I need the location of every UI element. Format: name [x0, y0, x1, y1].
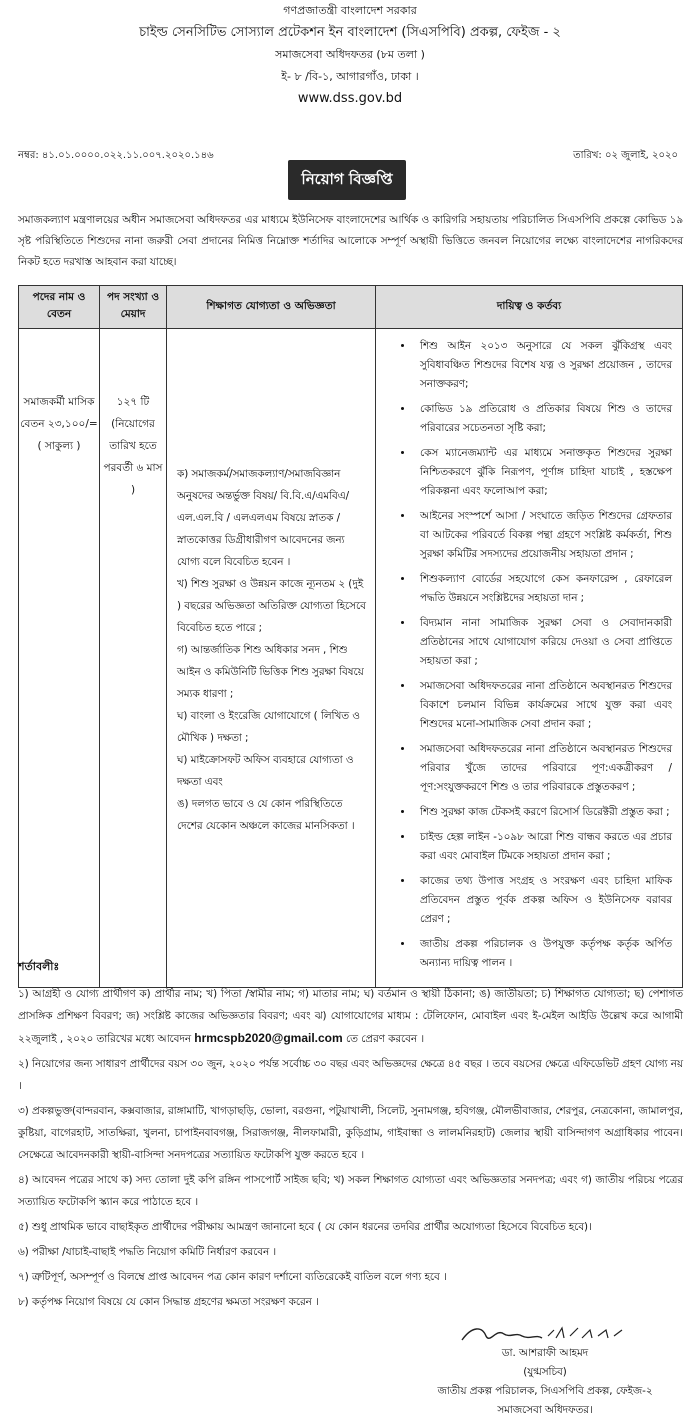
duty-item: • বিদ্যমান নানা সামাজিক সুরক্ষা সেবা ও সেবাদানকারী প্রতিষ্ঠানের সাথে যোগাযোগ করিয়ে দেওয়া ও সেবা প্রাপ্তিতে সহায়তা করা ; [414, 614, 672, 671]
notice-date: তারিখ: ০২ জুলাই, ২০২০ [573, 150, 678, 161]
handwritten-signature [452, 1322, 692, 1346]
header-qualification: শিক্ষাগত যোগ্যতা ও অভিজ্ঞতা [167, 286, 376, 329]
post-count-duration: ১২৭ টি (নিয়োগের তারিখ হতে পরবর্তী ৬ মাস ) [100, 329, 167, 988]
duty-item: • কেস ম্যানেজম্যান্ট এর মাধ্যমে সনাক্তকৃত শিশুদের সুরক্ষা নিশ্চিতকরণে ঝুঁকি নিরূপণ, পূর্ণাঙ্গ চাহিদা যাচাই , হস্তক্ষেপ পরিকল্পনা এবং ফলোআপ করা; [414, 444, 672, 501]
term-1-tail: তে প্রেরণ করবেন । [345, 1033, 425, 1045]
term-item: ৭) ত্রুটিপূর্ণ, অসম্পূর্ণ ও বিলম্বে প্রাপ্ত আবেদন পত্র কোন কারণ দর্শানো ব্যতিরেকেই বাতিল বলে গণ্য হবে । [18, 1271, 447, 1283]
duty-item: • সমাজসেবা অধিদফতরের নানা প্রতিষ্ঠানে অবস্থানরত শিশুদের পরিবার খুঁজে তাদের পরিবারে পূণ:একত্রীকরণ / পূণ:সংযুক্তকরণে শিশু ও তার পরিবারকে প্রস্তুতকরণ ; [414, 740, 672, 797]
memo-number: নম্বর: ৪১.০১.০০০০.০২২.১১.০০৭.২০২০.১৪৬ [18, 150, 214, 161]
govt-title: গণপ্রজাতন্ত্রী বাংলাদেশ সরকার [283, 4, 417, 17]
qualification-item: ক) সমাজকর্ম/সমাজকল্যাণ/সমাজবিজ্ঞান অনুষদের অন্তর্ভুক্ত বিষয়/ বি.বি.এ/এমবিএ/এল.এল.বি / এলএলএম বিষয়ে স্নাতক /স্নাতকোত্তর ডিগ্রীধারীগণ আবেদনের জন্য যোগ্য বলে বিবেচিত হবেন । [177, 468, 350, 568]
signer-office: সমাজসেবা অধিদফতর। [497, 1404, 593, 1416]
letterhead [0, 0, 700, 110]
terms-section [18, 958, 683, 1316]
header-post: পদের নাম ও বেতন [19, 286, 100, 329]
duty-item: • আইনের সংস্পর্শে আসা / সংঘাতে জড়িত শিশুদের গ্রেফতার বা আটকের পরিবর্তে বিকল্প পন্থা গ্রহণে সংশ্লিষ্ট কর্মকর্তা, শিশু সুরক্ষা কমিটির সদস্যদের প্রয়োজনীয় সহায়তা প্রদান ; [414, 507, 672, 564]
qualification-item: ঙ) দলগত ভাবে ও যে কোন পরিস্থিতিতে দেশের যেকোন অঞ্চলে কাজের মানসিকতা । [177, 798, 355, 832]
post-and-salary: সমাজকর্মী মাসিক বেতন ২৩,১০০/= ( সাকুল্য ) [19, 329, 100, 988]
website-link[interactable]: www.dss.gov.bd [297, 91, 403, 106]
office-floor: সমাজসেবা অধিদফতর (৮ম তলা ) [275, 48, 425, 61]
qualification-cell [167, 329, 376, 988]
term-item: ৫) শুধু প্রাথমিক ভাবে বাছাইকৃত প্রার্থীদের পরীক্ষায় আমন্ত্রণ জানানো হবে ( যে কোন ধরনের তদবির প্রার্থীর অযোগ্যতা হিসেবে বিবেচিত হবে)। [18, 1221, 592, 1233]
term-1-text: ১) আগ্রহী ও যোগ্য প্রার্থীগণ ক) প্রার্থীর নাম; খ) পিতা /স্বামীর নাম; গ) মাতার নাম; ঘ) বর্তমান ও স্থায়ী ঠিকানা; ঙ) জাতীয়তা; চ) শিক্ষাগত যোগ্যতা; ছ) পেশাগত প্রাসঙ্গিক প্রশিক্ষণ বিবরণ; জ) সংশ্লিষ্ট কাজের অভিজ্ঞতার বিবরণ; এবং ঝ) যোগাযোগের মাধ্যম : টেলিফোন, মোবাইল এবং ই-মেইল আইডি উল্লেখ করে আগামী ২২জুলাই , ২০২০ তারিখের মধ্যে আবেদন [18, 988, 683, 1045]
term-item: ৬) পরীক্ষা /যাচাই-বাছাই পদ্ধতি নিয়োগ কমিটি নির্ধারণ করবেন । [18, 1246, 277, 1258]
qualification-item: গ) আন্তর্জাতিক শিশু অধিকার সনদ , শিশু আইন ও কমিউনিটি ভিত্তিক শিশু সুরক্ষা বিষয়ে সম্যক ধারণা ; [177, 644, 364, 700]
table-header-row [19, 286, 683, 329]
project-title: চাইল্ড সেনসিটিভ সোস্যাল প্রটেকশন ইন বাংলাদেশ (সিএসপিবি) প্রকল্প, ফেইজ - ২ [139, 25, 561, 40]
duty-item: • শিশু সুরক্ষা কাজ টেকসই করণে রিসোর্স ডিরেক্টরী প্রস্তুত করা ; [414, 803, 672, 822]
job-table [18, 285, 683, 988]
signer-designation: (যুগ্মসচিব) [523, 1366, 567, 1378]
duty-item: • শিশু আইন ২০১৩ অনুসারে যে সকল ঝুঁকিগ্রস্থ এবং সুবিধাবঞ্চিত শিশুদের বিশেষ যত্ন ও সুরক্ষা প্রয়োজন , তাদের সনাক্তকরণ; [414, 337, 672, 394]
duty-item: • কোভিড ১৯ প্রতিরোধ ও প্রতিকার বিষয়ে শিশু ও তাদের পরিবারের সচেতনতা সৃষ্টি করা; [414, 400, 672, 438]
qualification-item: ঘ) মাইক্রোসফট অফিস ব্যবহারে যোগ্যতা ও দক্ষতা এবং [177, 754, 354, 788]
term-item: ২) নিয়োগের জন্য সাধারণ প্রার্থীদের বয়স ৩০ জুন, ২০২০ পর্যন্ত সর্বোচ্চ ৩০ বছর এবং অভিজ্ঞদের ক্ষেত্রে ৪৫ বছর । তবে বয়সের ক্ষেত্রে এফিডেভিট গ্রহণ যোগ্য নয় । [18, 1058, 683, 1092]
email-link[interactable]: hrmcspb2020@gmail.com [194, 1031, 343, 1045]
duty-item: • কাজের তথ্য উপাত্ত সংগ্রহ ও সংরক্ষণ এবং চাহিদা মাফিক প্রতিবেদন প্রস্তুত পূর্বক প্রকল্প অফিস ও ইউনিসেফ বরাবর প্রেরণ ; [414, 872, 672, 929]
duty-item: • জাতীয় প্রকল্প পরিচালক ও উপযুক্ত কর্তৃপক্ষ কর্তৃক অর্পিত অন্যান্য দায়িত্ব পালন । [414, 935, 672, 973]
signatory-block [395, 1344, 695, 1420]
term-item: ৪) আবেদন পত্রের সাথে ক) সদ্য তোলা দুই কপি রঙ্গিন পাসপোর্ট সাইজ ছবি; খ) সকল শিক্ষাগত যোগ্যতা এবং অভিজ্ঞতার সনদপত্র; এবং গ) জাতীয় পরিচয় পত্রের সত্যায়িত ফটোকপি স্ক্যান করে পাঠাতে হবে । [18, 1174, 683, 1208]
signer-role: জাতীয় প্রকল্প পরিচালক, সিএসপিবি প্রকল্প, ফেইজ-২ [437, 1385, 653, 1397]
notice-title: নিয়োগ বিজ্ঞপ্তি [288, 160, 406, 200]
header-duties: দায়িত্ব ও কর্তব্য [376, 286, 683, 329]
duties-list [400, 337, 672, 973]
term-item: ৮) কর্তৃপক্ষ নিয়োগ বিষয়ে যে কোন সিদ্ধান্ত গ্রহণের ক্ষমতা সংরক্ষণ করেন । [18, 1296, 319, 1308]
header-count: পদ সংখ্যা ও মেয়াদ [100, 286, 167, 329]
table-row [19, 329, 683, 988]
qualification-item: ঘ) বাংলা ও ইংরেজি যোগাযোগে ( লিখিত ও মৌখিক ) দক্ষতা ; [177, 710, 360, 744]
terms-title: শর্তাবলীঃ [18, 960, 60, 973]
signer-name: ডা. আশরাফী আহমদ [501, 1347, 589, 1359]
office-address: ই- ৮ /বি-১, আগারগাঁও, ঢাকা । [281, 70, 419, 83]
duty-item: • শিশুকল্যাণ বোর্ডের সহযোগে কেস কনফারেন্স , রেফারেল পদ্ধতি উন্নয়নে সংশ্লিষ্টদের সহায়তা দান ; [414, 570, 672, 608]
duty-item: • সমাজসেবা অধিদফতরের নানা প্রতিষ্ঠানে অবস্থানরত শিশুদের বিকাশে চলমান বিভিন্ন কার্যক্রমের সাথে যুক্ত করা এবং শিশুদের মনো-সামাজিক সেবা প্রদান করা ; [414, 677, 672, 734]
duty-item: • চাইল্ড হেল্প লাইন -১০৯৮ আরো শিশু বান্ধব করতে এর প্রচার করা এবং মোবাইল টিমকে সহায়তা প্রদান করা ; [414, 828, 672, 866]
duties-cell [376, 329, 683, 988]
qualification-item: খ) শিশু সুরক্ষা ও উন্নয়ন কাজে ন্যূনতম ২ (দুই ) বছরের অভিজ্ঞতা অতিরিক্ত যোগ্যতা হিসেবে বিবেচিত হতে পারে ; [177, 578, 366, 634]
term-item: ৩) প্রকল্পভুক্ত(বান্দরবান, কক্সবাজার, রাঙ্গামাটি, খাগড়াছড়ি, ভোলা, বরগুনা, পটুয়াখালী, সিলেট, সুনামগঞ্জ, হবিগঞ্জ, মৌলভীবাজার, শেরপুর, নেত্রকোনা, জামালপুর, কুষ্টিয়া, বাগেরহাট, সাতক্ষিরা, খুলনা, চাপাইনবাবগঞ্জ, সিরাজগঞ্জ, নীলফামারী, কুড়িগ্রাম, গাইবান্ধা ও লালমনিরহাট) জেলার স্থায়ী বাসিন্দাগণ অগ্রাধিকার পাবেন। সেক্ষেত্রে আবেদনকারী স্থায়ী-বাসিন্দা সনদপত্রের সত্যায়িত ফটোকপি যুক্ত করতে হবে । [18, 1105, 683, 1161]
intro-paragraph: সমাজকল্যাণ মন্ত্রণালয়ের অধীন সমাজসেবা অধিদফতর এর মাধ্যমে ইউনিসেফ বাংলাদেশের আর্থিক ও কারিগরি সহায়তায় পরিচালিত সিএসপিবি প্রকল্পে কোভিড ১৯ সৃষ্ট পরিস্থিতিতে শিশুদের নানা জরুরী সেবা প্রদানের নিমিত্ত নিম্নোক্ত শর্তাদির আলোকে সম্পূর্ণ অস্থায়ী ভিত্তিতে জনবল নিয়োগের লক্ষ্যে বাংলাদেশের নাগরিকদের নিকট হতে দরখাস্ত আহবান করা যাচ্ছে। [18, 214, 683, 268]
term-item [18, 983, 683, 1050]
